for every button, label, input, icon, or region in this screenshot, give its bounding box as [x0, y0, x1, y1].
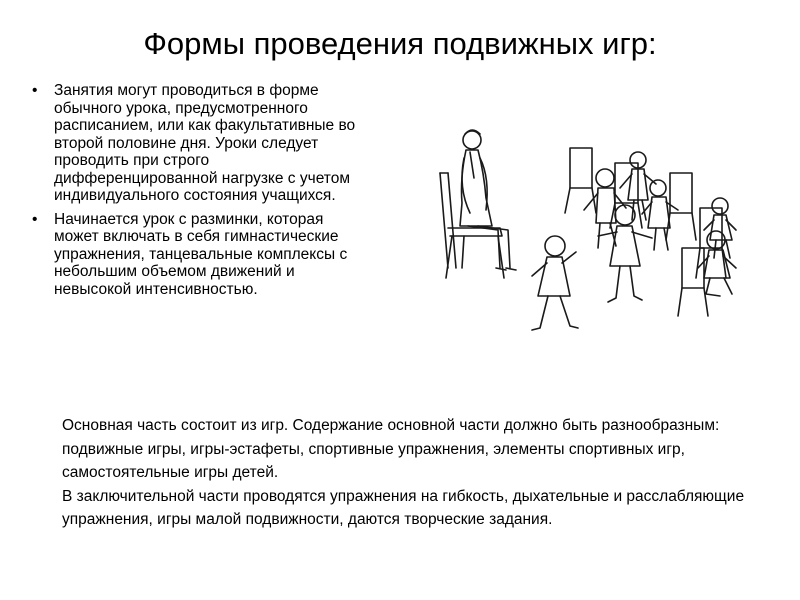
child-figure — [598, 205, 652, 302]
bullet-item — [30, 82, 370, 205]
chairs — [565, 148, 726, 316]
paragraph-line: В заключительной части проводятся упражнения на гибкость, дыхательные и расслабляющие упражнения, игры малой подвижности, даются творческие задания. — [62, 487, 745, 528]
bullet-text: Начинается урок с разминки, которая может включать в себя гимнастические упражнения, танцевальные комплексы с небольшим объемом движений и невысокой интенсивностью. — [54, 210, 348, 298]
child-figure — [584, 169, 626, 248]
bullet-dot-icon: • — [32, 82, 38, 99]
paragraph-line: Основная часть состоит из игр. Содержание основной части должно быть разнообразным: подвижные игры, игры-эстафеты, спортивные упражнения, элементы спортивных игр, самостоятельные игры детей. — [62, 417, 720, 481]
child-figure — [532, 236, 578, 330]
teacher-figure — [440, 130, 516, 278]
slide-title: Формы проведения подвижных игр: — [143, 26, 657, 61]
child-figure — [704, 198, 736, 258]
main-paragraph — [62, 414, 778, 532]
bullet-item — [30, 211, 370, 299]
children-game-illustration — [420, 118, 760, 386]
bullet-dot-icon: • — [32, 210, 38, 228]
bullet-text: Занятия могут проводиться в форме обычного урока, предусмотренного расписанием, или как факультативные во второй половине дня. Уроки следует проводить при строго дифференцированной нагрузке с учетом индивидуального состояния учащихся. — [54, 82, 356, 204]
bullet-list — [30, 82, 370, 304]
